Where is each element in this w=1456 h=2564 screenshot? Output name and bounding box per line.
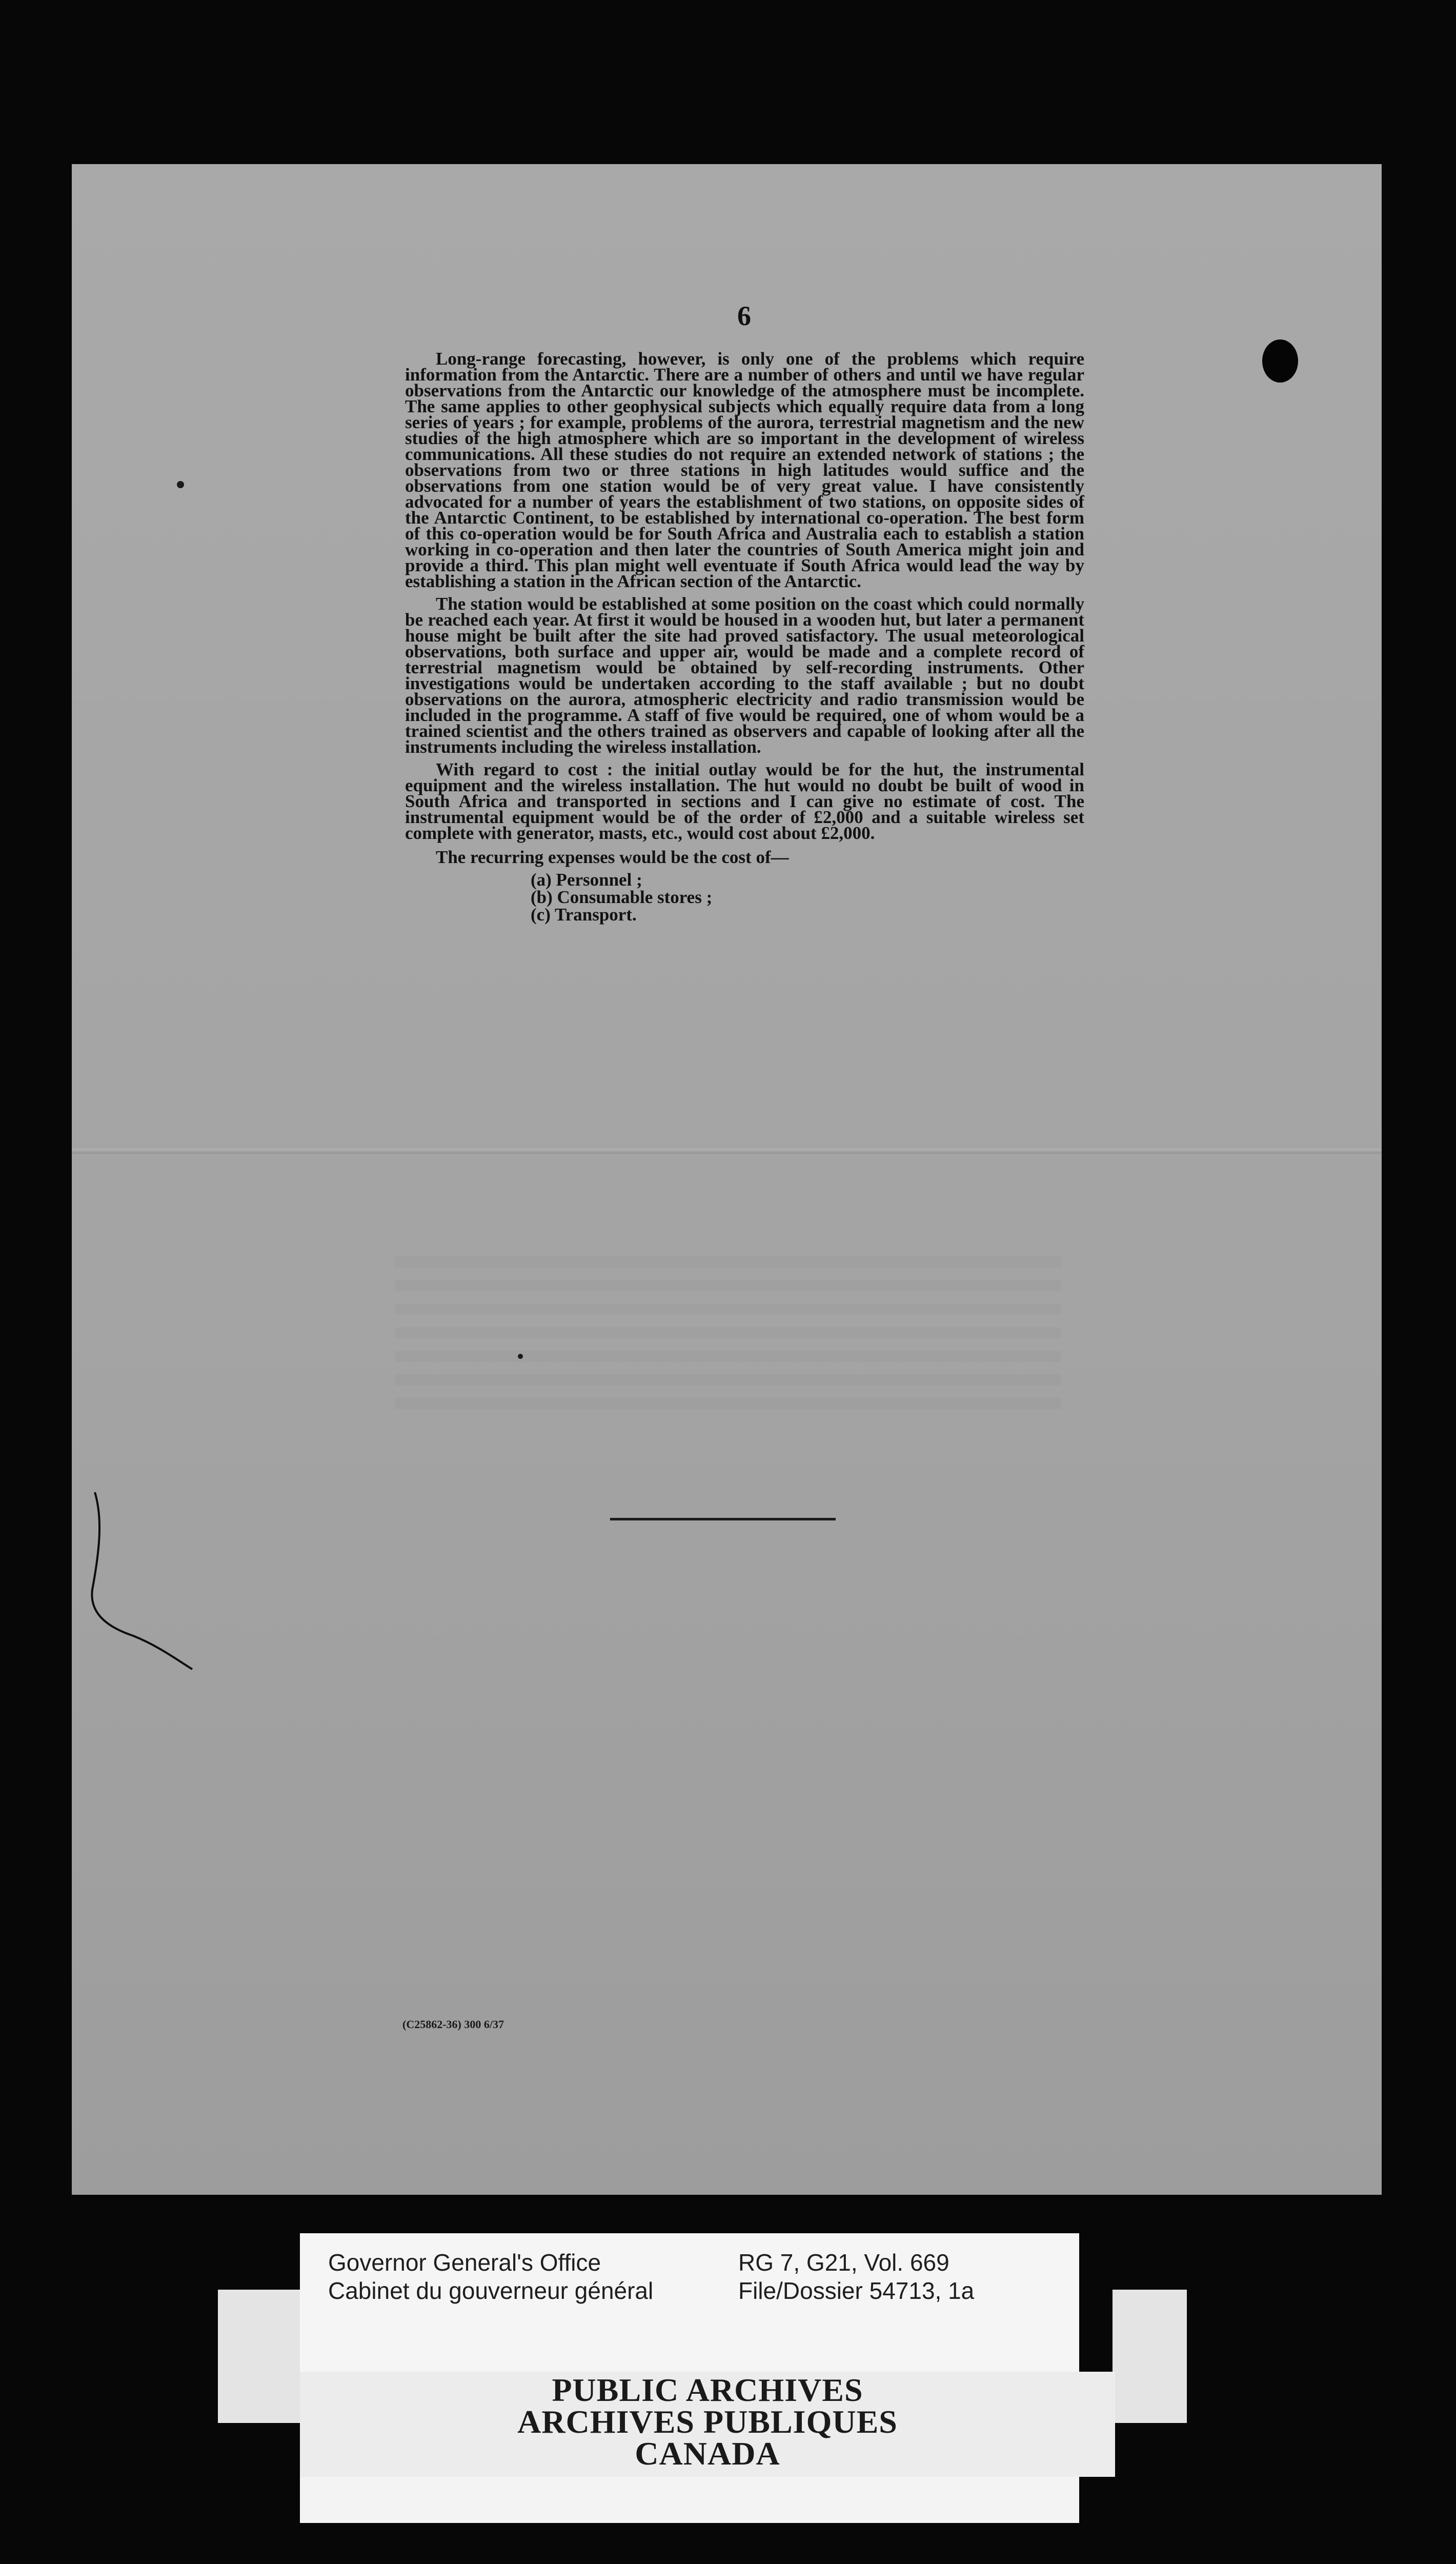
punch-hole [1262, 339, 1298, 383]
page-number: 6 [737, 301, 751, 331]
archive-label-bottom [300, 2477, 1079, 2523]
label-tab-right [1113, 2290, 1187, 2423]
list-item: (a) Personnel ; [531, 870, 642, 890]
print-code: (C25862-36) 300 6/37 [402, 2018, 504, 2031]
pen-mark [72, 1487, 205, 1672]
paragraph: Long-range forecasting, however, is only one of the problems which require information from the Antarctic. There are a number of others and until we have regular observations from the Antarctic our knowledge of the atmosphere must be incomplete. The same applies to other geophysical subjects which equally require data from a long series of years ; for example, problems of the aurora, terrestrial magnetism and the new studies of the high atmosphere which are so important in the development of wireless communications. All these studies do not require an extended network of stations ; the observations from two or three stations in high latitudes would suffice and the observations from one station would be of very great value. I have consistently advocated for a number of years the establishment of two stations, on opposite sides of the Antarctic Continent, to be established by international co-operation. The best form of this co-operation would be for South Africa and Australia each to establish a station working in co-operation and then later the countries of South America might join and provide a third. This plan might well eventuate if South Africa would lead the way by establishing a station in the African section of the Antarctic. [405, 349, 1084, 591]
archives-title-fr: ARCHIVES PUBLIQUES [517, 2403, 898, 2440]
file-number: File/Dossier 54713, 1a [738, 2277, 975, 2304]
recurring-intro: The recurring expenses would be the cost of— [436, 847, 789, 867]
record-group: RG 7, G21, Vol. 669 [738, 2249, 949, 2276]
archives-title-country: CANADA [635, 2435, 780, 2472]
paragraph: The station would be established at some position on the coast which could normally be reached each year. At first it would be housed in a wooden hut, but later a permanent house might be built after the site had proved satisfactory. The usual meteorological observations, both surface and upper air, would be made and a complete record of terrestrial magnetism would be obtained by self-recording instruments. Other investigations would be undertaken according to the staff available ; but no doubt observations on the aurora, atmospheric electricity and radio transmission would be included in the programme. A staff of five would be required, one of whom would be a trained scientist and the others trained as observers and capable of looking after all the instruments including the wireless installation. [405, 594, 1084, 757]
body-text [405, 351, 1084, 924]
bleed-through-text [395, 1256, 1061, 1415]
paragraph: With regard to cost : the initial outlay would be for the hut, the instrumental equipment and the wireless installation. The hut would no doubt be built of wood in South Africa and transported in sections and I can give no estimate of cost. The instrumental equipment would be of the order of £2,000 and a suitable wireless set complete with generator, masts, etc., would cost about £2,000. [405, 759, 1084, 843]
recurring-list [531, 872, 1084, 923]
list-item: (b) Consumable stores ; [531, 887, 713, 907]
divider-rule [610, 1518, 836, 1520]
archives-title [300, 2374, 1115, 2470]
list-item: (c) Transport. [531, 905, 637, 925]
speck [518, 1354, 523, 1359]
archives-title-en: PUBLIC ARCHIVES [552, 2372, 863, 2408]
speck [177, 481, 184, 488]
office-en: Governor General's Office [328, 2249, 601, 2276]
office-fr: Cabinet du gouverneur général [328, 2277, 654, 2304]
page-fold [72, 1149, 1382, 1154]
label-tab-left [218, 2290, 300, 2423]
